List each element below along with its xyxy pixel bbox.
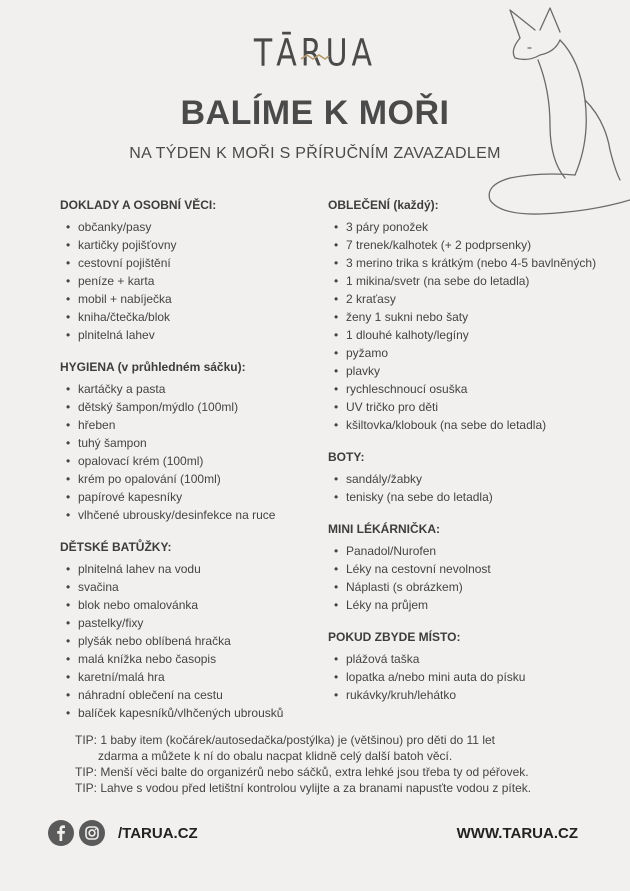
section-heading: HYGIENA (v průhledném sáčku): <box>60 360 246 374</box>
list-item: • rychleschnoucí osuška <box>328 380 598 398</box>
list-item: • karetní/malá hra <box>60 668 330 686</box>
list-item: • cestovní pojištění <box>60 254 330 272</box>
section-first-aid <box>328 522 598 614</box>
section-kids-backpacks <box>60 540 330 722</box>
social-handle[interactable]: /TARUA.CZ <box>118 825 198 842</box>
list-item: • kartičky pojišťovny <box>60 236 330 254</box>
list-item: • Panadol/Nurofen <box>328 542 598 560</box>
list-item: • plnitelná lahev na vodu <box>60 560 330 578</box>
page-title: BALÍME K MOŘI <box>180 94 450 132</box>
tarua-logo <box>0 31 630 79</box>
section-clothing <box>328 198 598 434</box>
list-item: • pastelky/fixy <box>60 614 330 632</box>
section-documents <box>60 198 330 344</box>
list-item: • kartáčky a pasta <box>60 380 330 398</box>
list-item: • občanky/pasy <box>60 218 330 236</box>
list-item: • plážová taška <box>328 650 598 668</box>
section-heading: BOTY: <box>328 450 365 464</box>
list-item: • vlhčené ubrousky/desinfekce na ruce <box>60 506 330 524</box>
tips-block <box>75 732 575 796</box>
wave-icon <box>300 53 330 61</box>
list-item: • 7 trenek/kalhotek (+ 2 podprsenky) <box>328 236 598 254</box>
list-item: • 2 kraťasy <box>328 290 598 308</box>
list-item: • náhradní oblečení na cestu <box>60 686 330 704</box>
list-item: • Léky na cestovní nevolnost <box>328 560 598 578</box>
section-extra-space <box>328 630 598 704</box>
section-shoes <box>328 450 598 506</box>
list-item: • krém po opalování (100ml) <box>60 470 330 488</box>
section-heading: POKUD ZBYDE MÍSTO: <box>328 630 461 644</box>
list-item: • 3 páry ponožek <box>328 218 598 236</box>
logo-text: TĀRUA <box>253 31 377 76</box>
list-item: • blok nebo omalovánka <box>60 596 330 614</box>
section-heading: MINI LÉKÁRNIČKA: <box>328 522 440 536</box>
list-item: • plnitelná lahev <box>60 326 330 344</box>
facebook-icon[interactable] <box>48 820 74 846</box>
tip-3: TIP: Lahve s vodou před letištní kontrolou vylijte a za branami napusťte vodou z pítek. <box>75 781 532 795</box>
section-heading: DOKLADY A OSOBNÍ VĚCI: <box>60 198 217 212</box>
list-item: • UV tričko pro děti <box>328 398 598 416</box>
list-item: • ženy 1 sukni nebo šaty <box>328 308 598 326</box>
website-link[interactable]: WWW.TARUA.CZ <box>456 825 578 842</box>
left-column <box>60 198 330 738</box>
list-item: • plyšák nebo oblíbená hračka <box>60 632 330 650</box>
instagram-icon[interactable] <box>79 820 105 846</box>
list-item: • Léky na průjem <box>328 596 598 614</box>
list-item: • mobil + nabíječka <box>60 290 330 308</box>
right-column <box>328 198 598 720</box>
section-heading: OBLEČENÍ (každý): <box>328 198 439 212</box>
list-item: • rukávky/kruh/lehátko <box>328 686 598 704</box>
list-item: • 3 merino trika s krátkým (nebo 4-5 bavlněných) <box>328 254 598 272</box>
page-subtitle: NA TÝDEN K MOŘI S PŘÍRUČNÍM ZAVAZADLEM <box>129 145 501 162</box>
list-item: • tuhý šampon <box>60 434 330 452</box>
tip-1-line-2: zdarma a můžete k ní do obalu nacpat klidně celý další batoh věcí. <box>98 749 453 763</box>
list-item: • Náplasti (s obrázkem) <box>328 578 598 596</box>
list-item: • tenisky (na sebe do letadla) <box>328 488 598 506</box>
list-item: • sandály/žabky <box>328 470 598 488</box>
list-item: • pyžamo <box>328 344 598 362</box>
list-item: • opalovací krém (100ml) <box>60 452 330 470</box>
list-item: • lopatka a/nebo mini auta do písku <box>328 668 598 686</box>
list-item: • malá knížka nebo časopis <box>60 650 330 668</box>
list-item: • papírové kapesníky <box>60 488 330 506</box>
list-item: • balíček kapesníků/vlhčených ubrousků <box>60 704 330 722</box>
footer <box>48 820 588 850</box>
list-item: • hřeben <box>60 416 330 434</box>
list-item: • kšiltovka/klobouk (na sebe do letadla) <box>328 416 598 434</box>
list-item: • kniha/čtečka/blok <box>60 308 330 326</box>
list-item: • plavky <box>328 362 598 380</box>
tip-1-line-1: TIP: 1 baby item (kočárek/autosedačka/postýlka) je (většinou) pro děti do 11 let <box>75 733 495 747</box>
list-item: • 1 dlouhé kalhoty/legíny <box>328 326 598 344</box>
list-item: • svačina <box>60 578 330 596</box>
tip-2: TIP: Menší věci balte do organizérů nebo sáčků, extra lehké jsou třeba ty od péřovek. <box>75 765 529 779</box>
section-heading: DĚTSKÉ BATŮŽKY: <box>60 540 172 554</box>
list-item: • 1 mikina/svetr (na sebe do letadla) <box>328 272 598 290</box>
tip-1 <box>75 732 575 764</box>
list-item: • dětský šampon/mýdlo (100ml) <box>60 398 330 416</box>
list-item: • peníze + karta <box>60 272 330 290</box>
section-hygiene <box>60 360 330 524</box>
